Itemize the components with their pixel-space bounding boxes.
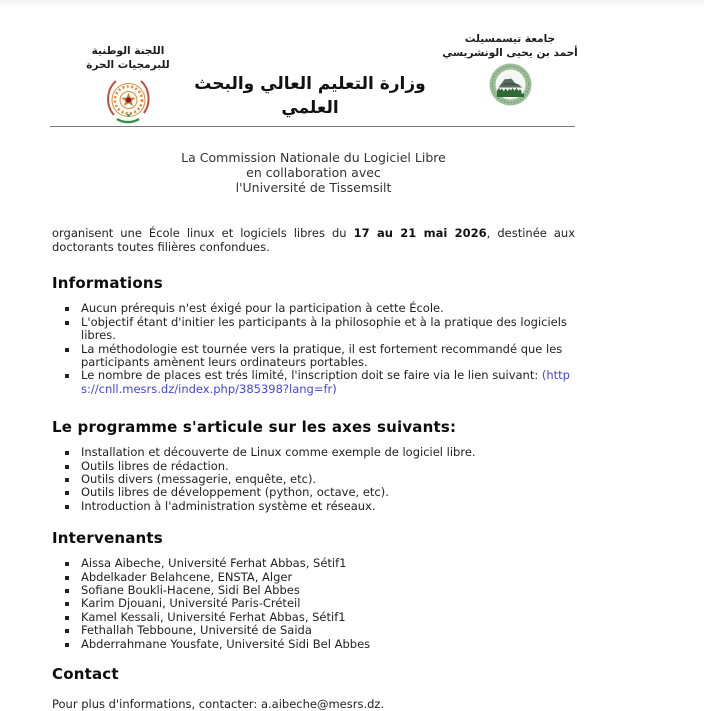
cnll-seal-logo: [105, 75, 152, 130]
list-item: ▪ Abderrahmane Yousfate, Université Sidi Bel Abbes: [79, 638, 575, 651]
list-item: ▪ Outils libres de rédaction.: [79, 460, 575, 473]
page-top-edge: [0, 0, 704, 8]
section-heading-contact: Contact: [52, 665, 119, 684]
header-divider-line: [50, 126, 575, 127]
intervenants-list: [79, 557, 575, 651]
registration-link[interactable]: (https://cnll.mesrs.dz/index.php/385398?lang=fr): [81, 368, 570, 396]
registration-text: Le nombre de places est trés limité, l'inscription doit se faire via le lien suivant:: [81, 368, 542, 383]
left-org-name-line2: للبرمجيات الحرة: [86, 58, 170, 71]
intro-text-before-date: organisent une École linux et logiciels libres du: [52, 226, 354, 241]
event-title-line3: l'Université de Tissemsilt: [235, 179, 392, 195]
list-item: ▪ Kamel Kessali, Université Ferhat Abbas, Sétif1: [79, 611, 575, 624]
list-item: ▪ Aucun prérequis n'est éxigé pour la participation à cette École.: [79, 302, 575, 315]
section-heading-programme: Le programme s'articule sur les axes suivants:: [52, 418, 457, 437]
intro-text-after-date: , destinée aux doctorants toutes filières confondues.: [52, 226, 575, 254]
event-title-line1: La Commission Nationale du Logiciel Libre: [181, 150, 446, 165]
announcement-document: [0, 8, 704, 711]
document-body: [52, 151, 575, 711]
intro-paragraph: [52, 227, 575, 254]
event-dates: 17 au 21 mai 2026: [353, 226, 487, 241]
document-header: [0, 8, 704, 127]
list-item: ▪ Installation et découverte de Linux comme exemple de logiciel libre.: [79, 446, 575, 459]
list-item: ▪ La méthodologie est tournée vers la pratique, il est fortement recommandé que les participants amènent leurs ordinateurs portables.: [79, 343, 575, 370]
list-item: ▪ Sofiane Boukli-Hacene, Sidi Bel Abbes: [79, 584, 575, 597]
list-item: ▪ Outils libres de développement (python, octave, etc).: [79, 486, 575, 499]
list-item: ▪ Fethallah Tebboune, Université de Saida: [79, 624, 575, 637]
list-item: ▪ Introduction à l'administration système et réseaux.: [79, 500, 575, 513]
list-item-with-link: [79, 369, 575, 396]
right-organization-block: [438, 33, 582, 111]
list-item: ▪ L'objectif étant d'initier les participants à la philosophie et à la pratique des logiciels libres.: [79, 316, 575, 343]
ministry-title-line2: العلمي: [281, 98, 339, 118]
list-item: ▪ Outils divers (messagerie, enquête, etc).: [79, 473, 575, 486]
list-item: ▪ Abdelkader Belahcene, ENSTA, Alger: [79, 571, 575, 584]
ministry-title-block: [150, 72, 470, 120]
right-org-name-line1: جامعة تيسمسيلت: [464, 33, 556, 45]
section-heading-intervenants: Intervenants: [52, 529, 163, 548]
list-item: ▪ Karim Djouani, Université Paris-Créteil: [79, 597, 575, 610]
ministry-title-line1: وزارة التعليم العالي والبحث: [194, 74, 426, 94]
contact-info: Pour plus d'informations, contacter: a.aibeche@mesrs.dz.: [52, 697, 385, 711]
right-org-name-line2: أحمد بن يحيى الونشريسي: [442, 46, 578, 59]
informations-list: [79, 302, 575, 396]
tissemsilt-university-logo: [489, 63, 532, 111]
programme-list: [79, 446, 575, 513]
list-item: ▪ Aissa Aibeche, Université Ferhat Abbas, Sétif1: [79, 557, 575, 570]
section-heading-informations: Informations: [52, 274, 163, 293]
event-title-line2: en collaboration avec: [246, 164, 381, 180]
event-title: [52, 151, 575, 195]
left-org-name-line1: اللجنة الوطنية: [91, 45, 165, 57]
